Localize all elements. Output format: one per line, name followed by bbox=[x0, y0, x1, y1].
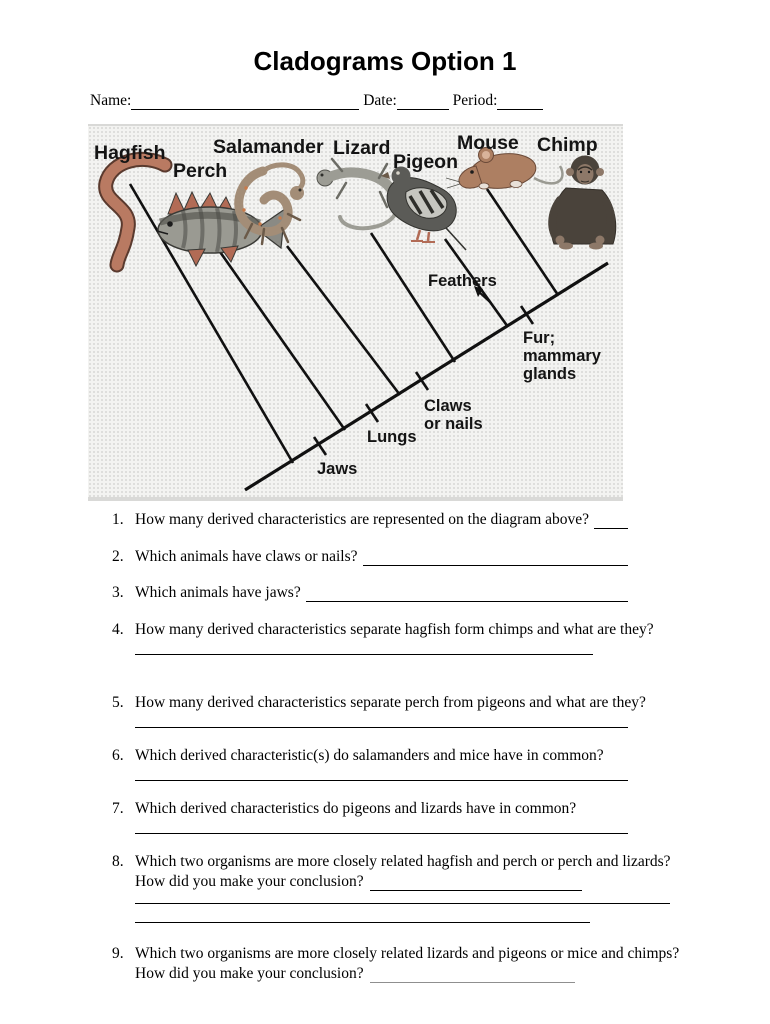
question-4-text: How many derived characteristics separate hagfish form chimps and what are they? bbox=[135, 621, 654, 638]
hagfish-label: Hagfish bbox=[94, 142, 166, 164]
question-1 bbox=[112, 510, 628, 529]
question-3-number: 3. bbox=[112, 584, 124, 601]
q3-answer-blank[interactable] bbox=[306, 587, 628, 602]
question-1-text: How many derived characteristics are represented on the diagram above? bbox=[135, 511, 590, 528]
lizard-label: Lizard bbox=[333, 137, 391, 159]
q7-answer-line[interactable] bbox=[135, 817, 628, 834]
q8-answer-line-2[interactable] bbox=[135, 906, 590, 923]
period-blank[interactable] bbox=[497, 94, 543, 110]
question-8-text2: How did you make your conclusion? bbox=[135, 873, 364, 890]
lizard-branch bbox=[371, 233, 455, 362]
perch-branch bbox=[218, 249, 345, 430]
page-title: Cladograms Option 1 bbox=[253, 46, 517, 76]
question-9-text2: How did you make your conclusion? bbox=[135, 965, 364, 982]
jaws-label: Jaws bbox=[317, 460, 358, 478]
header-fields bbox=[90, 92, 543, 110]
pigeon-label: Pigeon bbox=[393, 151, 459, 173]
question-9-line2 bbox=[135, 964, 628, 983]
claws-label: Claws bbox=[424, 397, 472, 415]
date-blank[interactable] bbox=[397, 94, 449, 110]
question-9-number: 9. bbox=[112, 945, 124, 962]
question-4-number: 4. bbox=[112, 621, 124, 638]
q9-answer-blank[interactable] bbox=[370, 968, 575, 983]
q6-answer-line[interactable] bbox=[135, 764, 628, 781]
salamander-label: Salamander bbox=[213, 136, 324, 158]
fur-label-3: glands bbox=[523, 365, 577, 383]
lungs-label: Lungs bbox=[367, 428, 417, 446]
question-1-number: 1. bbox=[112, 511, 124, 528]
question-6-text: Which derived characteristic(s) do salamanders and mice have in common? bbox=[135, 747, 604, 764]
question-2 bbox=[112, 547, 628, 566]
question-6 bbox=[112, 746, 628, 765]
perch-label: Perch bbox=[173, 160, 228, 182]
period-label: Period: bbox=[452, 92, 498, 109]
q1-answer-blank[interactable] bbox=[594, 514, 628, 529]
lizard-image bbox=[317, 159, 397, 228]
date-label: Date: bbox=[363, 92, 397, 109]
question-6-number: 6. bbox=[112, 747, 124, 764]
mouse-branch bbox=[487, 189, 558, 295]
question-5-number: 5. bbox=[112, 694, 124, 711]
question-3-text: Which animals have jaws? bbox=[135, 584, 301, 601]
claws-label-2: or nails bbox=[424, 415, 483, 433]
question-8 bbox=[112, 852, 671, 871]
hagfish-image bbox=[106, 159, 165, 265]
question-5-text: How many derived characteristics separate perch from pigeons and what are they? bbox=[135, 694, 646, 711]
cladogram-svg bbox=[88, 126, 623, 491]
salamander-image bbox=[239, 165, 304, 244]
q4-answer-line[interactable] bbox=[135, 638, 593, 655]
question-8-number: 8. bbox=[112, 853, 124, 870]
cladogram-figure bbox=[88, 124, 623, 501]
question-4 bbox=[112, 620, 654, 639]
q5-answer-line[interactable] bbox=[135, 711, 628, 728]
question-7 bbox=[112, 799, 628, 818]
question-3 bbox=[112, 583, 628, 602]
chimp-label: Chimp bbox=[537, 134, 598, 156]
mouse-label: Mouse bbox=[457, 132, 519, 154]
q8-answer-line-1[interactable] bbox=[135, 887, 670, 904]
question-7-text: Which derived characteristics do pigeons and lizards have in common? bbox=[135, 800, 577, 817]
name-blank[interactable] bbox=[131, 94, 359, 110]
question-9-text: Which two organisms are more closely related lizards and pigeons or mice and chimps? bbox=[135, 945, 680, 962]
fur-label-2: mammary bbox=[523, 347, 601, 365]
question-8-text: Which two organisms are more closely related hagfish and perch or perch and lizards? bbox=[135, 853, 671, 870]
pigeon-image bbox=[381, 167, 466, 251]
question-7-number: 7. bbox=[112, 800, 124, 817]
name-label: Name: bbox=[90, 92, 132, 109]
feathers-label: Feathers bbox=[428, 272, 497, 290]
question-9 bbox=[112, 944, 680, 963]
question-2-number: 2. bbox=[112, 548, 124, 565]
fur-label: Fur; bbox=[523, 329, 556, 347]
question-2-text: Which animals have claws or nails? bbox=[135, 548, 358, 565]
q2-answer-blank[interactable] bbox=[363, 551, 628, 566]
question-5 bbox=[112, 693, 646, 712]
